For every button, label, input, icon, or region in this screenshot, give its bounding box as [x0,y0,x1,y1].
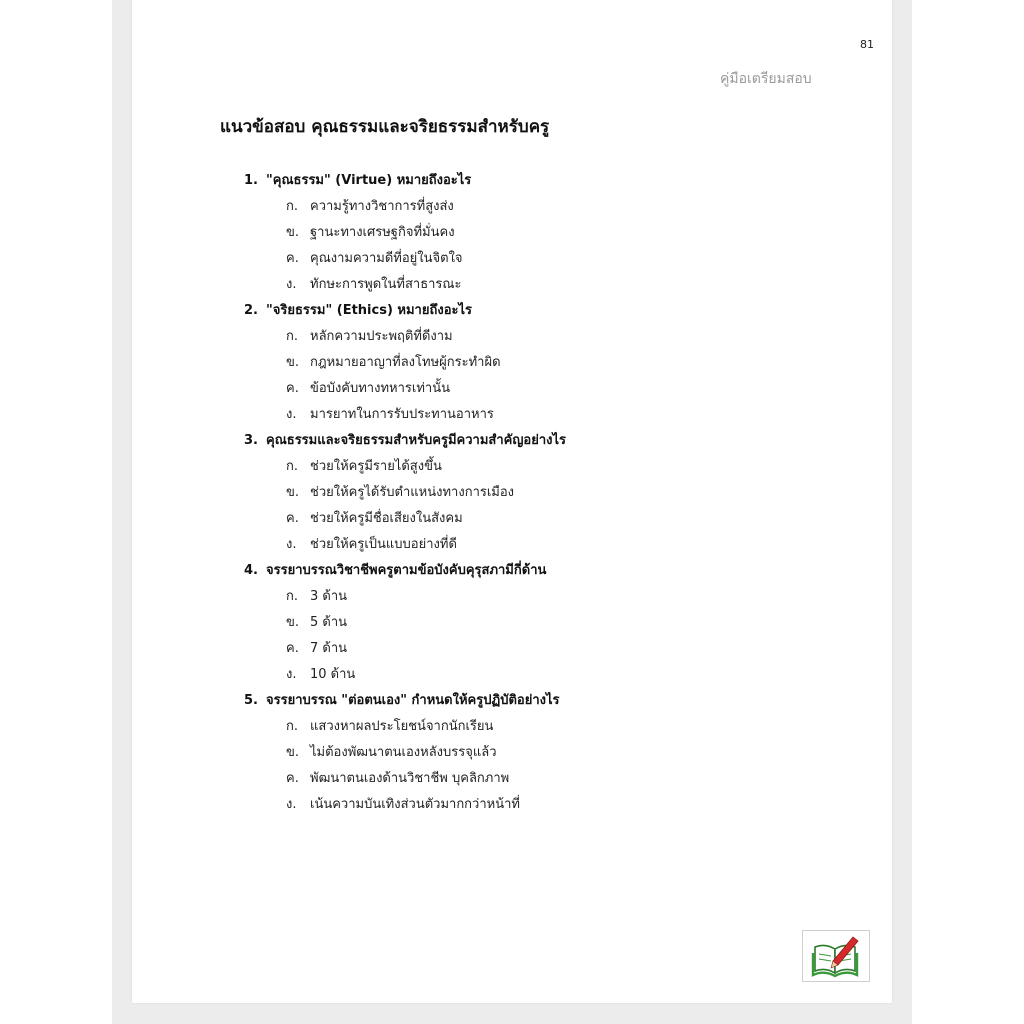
choice-letter: ก. [286,589,299,604]
choice-text: 10 ด้าน [310,667,356,682]
choice-text: 5 ด้าน [310,615,348,630]
document-page [132,0,892,1003]
question-3 [244,428,804,558]
choice-text: พัฒนาตนเองด้านวิชาชีพ บุคลิกภาพ [310,771,510,786]
choice-letter: ค. [286,381,299,396]
answer-choice [244,350,804,376]
answer-choice [244,584,804,610]
book-pencil-icon [802,930,870,982]
question-text: คุณธรรมและจริยธรรมสำหรับครูมีความสำคัญอย่างไร [266,433,566,448]
question-text: "คุณธรรม" (Virtue) หมายถึงอะไร [266,173,472,188]
question-text-line [244,688,804,714]
question-text: จรรยาบรรณวิชาชีพครูตามข้อบังคับคุรุสภามีกี่ด้าน [266,563,547,578]
choice-letter: ข. [286,355,300,370]
choice-text: มารยาทในการรับประทานอาหาร [310,407,494,422]
answer-choice [244,272,804,298]
question-list [244,168,804,818]
question-4 [244,558,804,688]
choice-letter: ง. [286,537,297,552]
question-text-line [244,168,804,194]
answer-choice [244,792,804,818]
choice-text: ข้อบังคับทางทหารเท่านั้น [310,381,450,396]
choice-text: แสวงหาผลประโยชน์จากนักเรียน [310,719,494,734]
choice-letter: ง. [286,407,297,422]
choice-text: ช่วยให้ครูมีชื่อเสียงในสังคม [310,511,463,526]
answer-choice [244,194,804,220]
answer-choice [244,766,804,792]
choice-letter: ค. [286,251,299,266]
choice-letter: ข. [286,745,300,760]
running-header: คู่มือเตรียมสอบ [720,71,812,87]
choice-letter: ง. [286,667,297,682]
choice-text: 7 ด้าน [310,641,348,656]
answer-choice [244,402,804,428]
answer-choice [244,376,804,402]
choice-text: ทักษะการพูดในที่สาธารณะ [310,277,462,292]
choice-text: เน้นความบันเทิงส่วนตัวมากกว่าหน้าที่ [310,797,520,812]
choice-letter: ง. [286,797,297,812]
answer-choice [244,506,804,532]
choice-letter: ง. [286,277,297,292]
answer-choice [244,532,804,558]
answer-choice [244,740,804,766]
answer-choice [244,714,804,740]
choice-text: ความรู้ทางวิชาการที่สูงส่ง [310,199,454,214]
question-number: 3. [244,433,258,448]
choice-text: ช่วยให้ครูมีรายได้สูงขึ้น [310,459,442,474]
question-2 [244,298,804,428]
choice-letter: ข. [286,615,300,630]
question-number: 5. [244,693,258,708]
choice-letter: ก. [286,199,299,214]
page-title: แนวข้อสอบ คุณธรรมและจริยธรรมสำหรับครู [220,117,550,137]
answer-choice [244,220,804,246]
question-1 [244,168,804,298]
question-text: จรรยาบรรณ "ต่อตนเอง" กำหนดให้ครูปฏิบัติอย่างไร [266,693,560,708]
question-text: "จริยธรรม" (Ethics) หมายถึงอะไร [266,303,473,318]
choice-letter: ก. [286,459,299,474]
question-text-line [244,298,804,324]
choice-letter: ข. [286,225,300,240]
question-number: 2. [244,303,258,318]
choice-letter: ข. [286,485,300,500]
answer-choice [244,636,804,662]
question-number: 1. [244,173,258,188]
answer-choice [244,246,804,272]
question-5 [244,688,804,818]
choice-letter: ก. [286,719,299,734]
choice-text: 3 ด้าน [310,589,348,604]
choice-letter: ค. [286,641,299,656]
answer-choice [244,610,804,636]
answer-choice [244,454,804,480]
question-text-line [244,428,804,454]
page-number: 81 [860,38,874,51]
choice-letter: ก. [286,329,299,344]
choice-text: ช่วยให้ครูเป็นแบบอย่างที่ดี [310,537,457,552]
choice-text: ไม่ต้องพัฒนาตนเองหลังบรรจุแล้ว [310,745,497,760]
answer-choice [244,480,804,506]
choice-text: หลักความประพฤติที่ดีงาม [310,329,453,344]
choice-text: กฎหมายอาญาที่ลงโทษผู้กระทำผิด [310,355,501,370]
choice-text: ฐานะทางเศรษฐกิจที่มั่นคง [310,225,455,240]
choice-letter: ค. [286,771,299,786]
question-number: 4. [244,563,258,578]
answer-choice [244,324,804,350]
choice-text: ช่วยให้ครูได้รับตำแหน่งทางการเมือง [310,485,515,500]
choice-text: คุณงามความดีที่อยู่ในจิตใจ [310,251,463,266]
question-text-line [244,558,804,584]
choice-letter: ค. [286,511,299,526]
answer-choice [244,662,804,688]
